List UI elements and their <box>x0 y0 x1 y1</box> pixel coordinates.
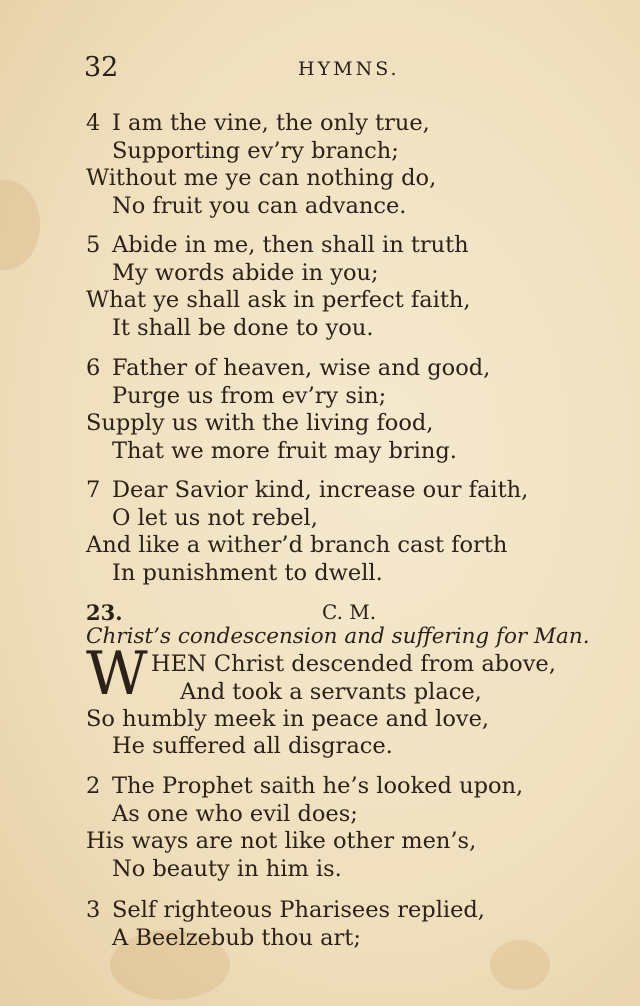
hymn-verse-2 <box>86 773 616 883</box>
verse-number: 2 <box>86 773 101 799</box>
running-title: HYMNS. <box>298 58 400 80</box>
verse-line: The Prophet saith he’s looked upon, <box>112 773 524 799</box>
hymn-meter: C. M. <box>322 600 377 624</box>
verse-5 <box>86 232 616 342</box>
verse-line: I am the vine, the only true, <box>112 110 430 136</box>
verse-line: It shall be done to you. <box>112 314 374 341</box>
verse-line: What ye shall ask in perfect faith, <box>86 287 471 313</box>
drop-cap: W <box>86 639 148 709</box>
verse-line: He suffered all disgrace. <box>112 733 393 759</box>
verse-line: No beauty in him is. <box>112 855 342 882</box>
hymn-title: Christ’s condescension and suffering for Man. <box>86 624 590 649</box>
verse-7 <box>86 477 616 587</box>
verse-number: 7 <box>86 477 101 503</box>
verse-line: My words abide in you; <box>112 259 379 286</box>
verse-line: Purge us from ev’ry sin; <box>112 382 387 409</box>
verse-line: Father of heaven, wise and good, <box>112 355 491 381</box>
verse-line: Supporting ev’ry branch; <box>112 137 399 164</box>
verse-line: His ways are not like other men’s, <box>86 828 477 854</box>
verse-6 <box>86 355 616 465</box>
verse-line: A Beelzebub thou art; <box>112 924 361 951</box>
verse-line: HEN Christ descended from above, <box>151 651 556 677</box>
verse-line: Without me ye can nothing do, <box>86 165 437 191</box>
paper-stain <box>0 180 40 270</box>
page-header <box>84 52 604 92</box>
verse-line: In punishment to dwell. <box>112 559 383 586</box>
verse-number: 6 <box>86 355 101 381</box>
verse-line: So humbly meek in peace and love, <box>86 706 490 732</box>
verse-number: 5 <box>86 232 101 258</box>
verse-line: That we more fruit may bring. <box>112 437 457 464</box>
verse-line: As one who evil does; <box>112 800 358 827</box>
verse-line: And like a wither’d branch cast forth <box>86 532 508 558</box>
verse-line: Supply us with the living food, <box>86 410 434 436</box>
verse-number: 3 <box>86 897 101 923</box>
verse-line: Self righteous Pharisees replied, <box>112 897 485 923</box>
verse-line: No fruit you can advance. <box>112 192 407 219</box>
verse-number: 4 <box>86 110 101 136</box>
hymn-verse-3 <box>86 897 616 952</box>
verse-line: And took a servants place, <box>180 679 482 705</box>
hymn-number: 23. <box>86 600 123 625</box>
verse-line: Dear Savior kind, increase our faith, <box>112 477 529 503</box>
verse-line: Abide in me, then shall in truth <box>112 232 469 258</box>
verse-line: O let us not rebel, <box>112 504 318 531</box>
page-number: 32 <box>84 52 119 83</box>
verse-4 <box>86 110 616 220</box>
